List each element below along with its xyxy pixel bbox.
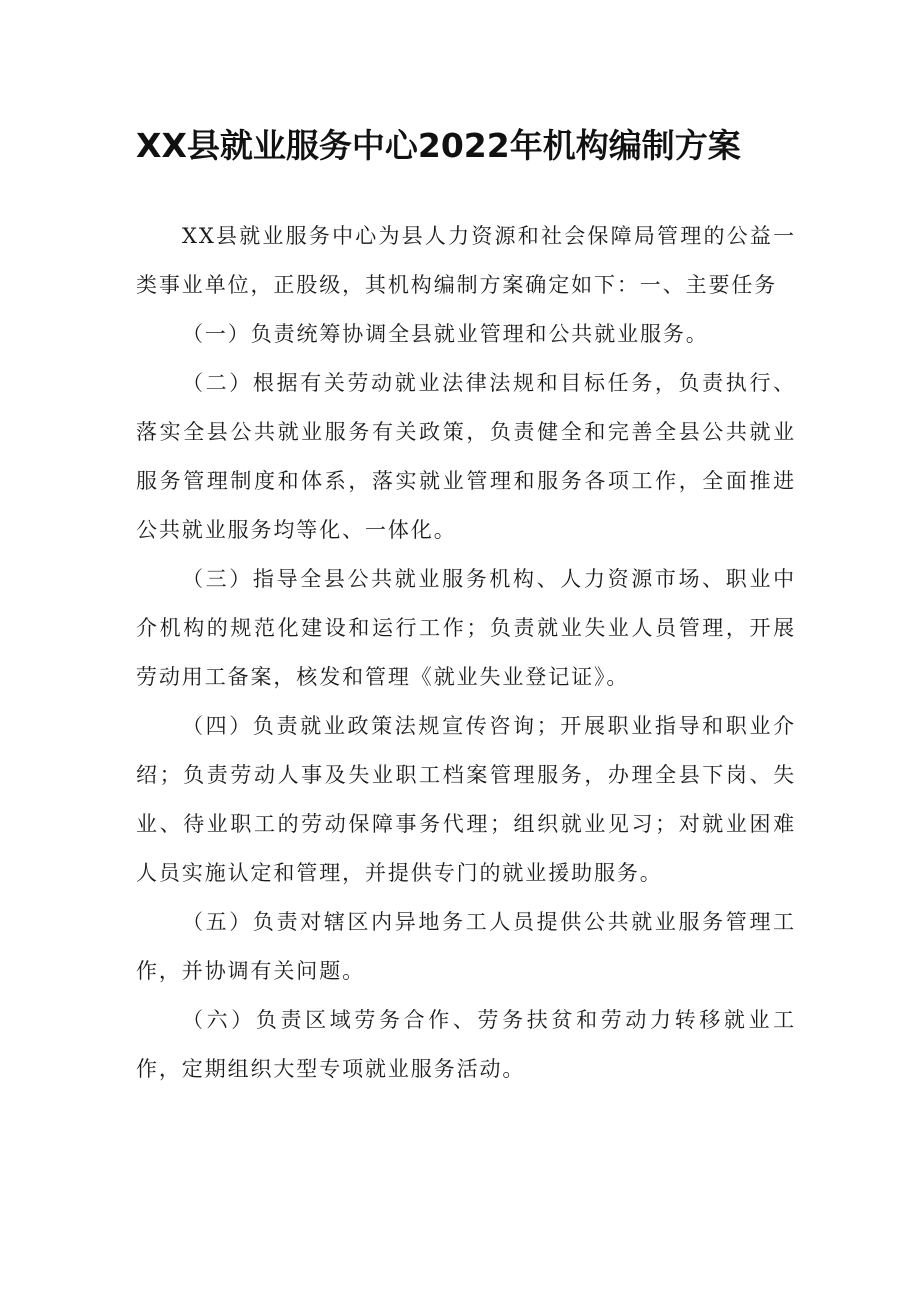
paragraph-task-3: （三）指导全县公共就业服务机构、人力资源市场、职业中介机构的规范化建设和运行工作；负责就业失业人员管理，开展劳动用工备案，核发和管理《就业失业登记证》。 — [136, 567, 796, 689]
paragraph-task-4: （四）负责就业政策法规宣传咨询；开展职业指导和职业介绍；负责劳动人事及失业职工档案管理服务，办理全县下岗、失业、待业职工的劳动保障事务代理；组织就业见习；对就业困难人员实施认定和管理，并提供专门的就业援助服务。 — [136, 714, 796, 885]
document-body — [136, 212, 796, 1094]
paragraph-task-6: （六）负责区域劳务合作、劳务扶贫和劳动力转移就业工作，定期组织大型专项就业服务活动。 — [136, 1008, 796, 1081]
paragraph-task-2: （二）根据有关劳动就业法律法规和目标任务，负责执行、落实全县公共就业服务有关政策，负责健全和完善全县公共就业服务管理制度和体系，落实就业管理和服务各项工作，全面推进公共就业服务均等化、一体化。 — [136, 371, 796, 542]
paragraph-task-1: （一）负责统筹协调全县就业管理和公共就业服务。 — [182, 322, 709, 346]
paragraph-task-5: （五）负责对辖区内异地务工人员提供公共就业服务管理工作，并协调有关问题。 — [136, 910, 796, 983]
paragraph-intro: XX县就业服务中心为县人力资源和社会保障局管理的公益一类事业单位，正股级，其机构编制方案确定如下：一、主要任务 — [136, 224, 796, 297]
page-title: XX县就业服务中心2022年机构编制方案 — [136, 126, 741, 165]
